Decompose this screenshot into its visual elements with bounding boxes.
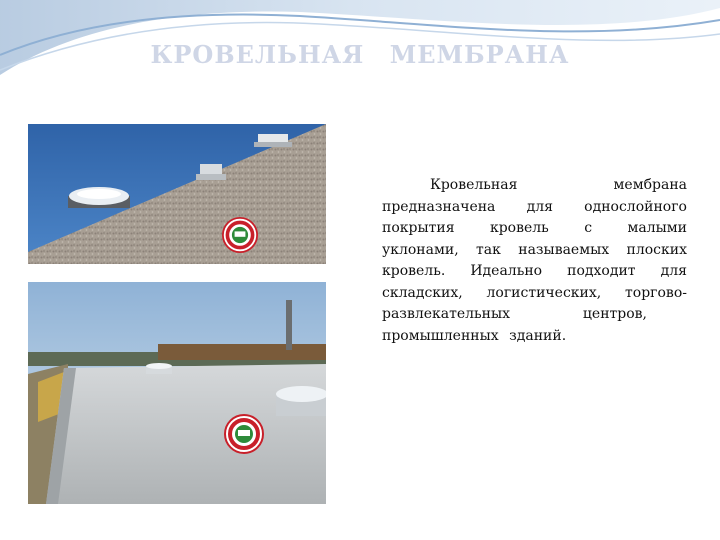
text-word: зданий. (509, 327, 567, 344)
company-seal-logo (222, 217, 258, 253)
text-line (382, 326, 687, 348)
text-line (382, 197, 687, 219)
text-word: промышленных (382, 327, 499, 344)
description-paragraph (382, 175, 687, 347)
text-word: так (476, 241, 501, 258)
text-word: кровель (489, 220, 549, 236)
text-word: Кровельная (430, 177, 518, 193)
text-line (382, 218, 687, 240)
text-line (382, 261, 687, 283)
page-title (0, 40, 720, 69)
text-word: малыми (627, 220, 687, 236)
text-word: развлекательных (382, 306, 511, 322)
text-word: подходит (567, 263, 636, 279)
title-word-2: МЕМБРАНА (389, 40, 570, 69)
text-word: мембрана (613, 177, 687, 193)
text-word: Идеально (470, 263, 543, 279)
text-line (382, 240, 687, 262)
text-word: складских, (382, 284, 463, 301)
text-word: логистических, (486, 284, 602, 301)
text-word: для (526, 198, 553, 215)
text-word: для (660, 263, 687, 279)
gravel-roof-photo (28, 124, 326, 264)
text-word: покрытия (382, 220, 455, 236)
text-word: предназначена (382, 198, 496, 215)
text-word: называемых (518, 241, 610, 258)
company-seal-logo (224, 414, 264, 454)
membrane-roof-photo (28, 282, 326, 504)
text-word: уклонами, (382, 241, 459, 258)
text-line (382, 304, 647, 326)
text-word: центров, (582, 306, 647, 322)
text-word: торгово- (625, 284, 687, 301)
text-word: с (584, 220, 593, 236)
text-line (382, 283, 687, 305)
text-word: кровель. (382, 263, 446, 279)
text-line (382, 175, 687, 197)
text-word: плоских (626, 241, 687, 258)
title-word-1: КРОВЕЛЬНАЯ (150, 40, 365, 69)
text-word: однослойного (584, 198, 687, 215)
